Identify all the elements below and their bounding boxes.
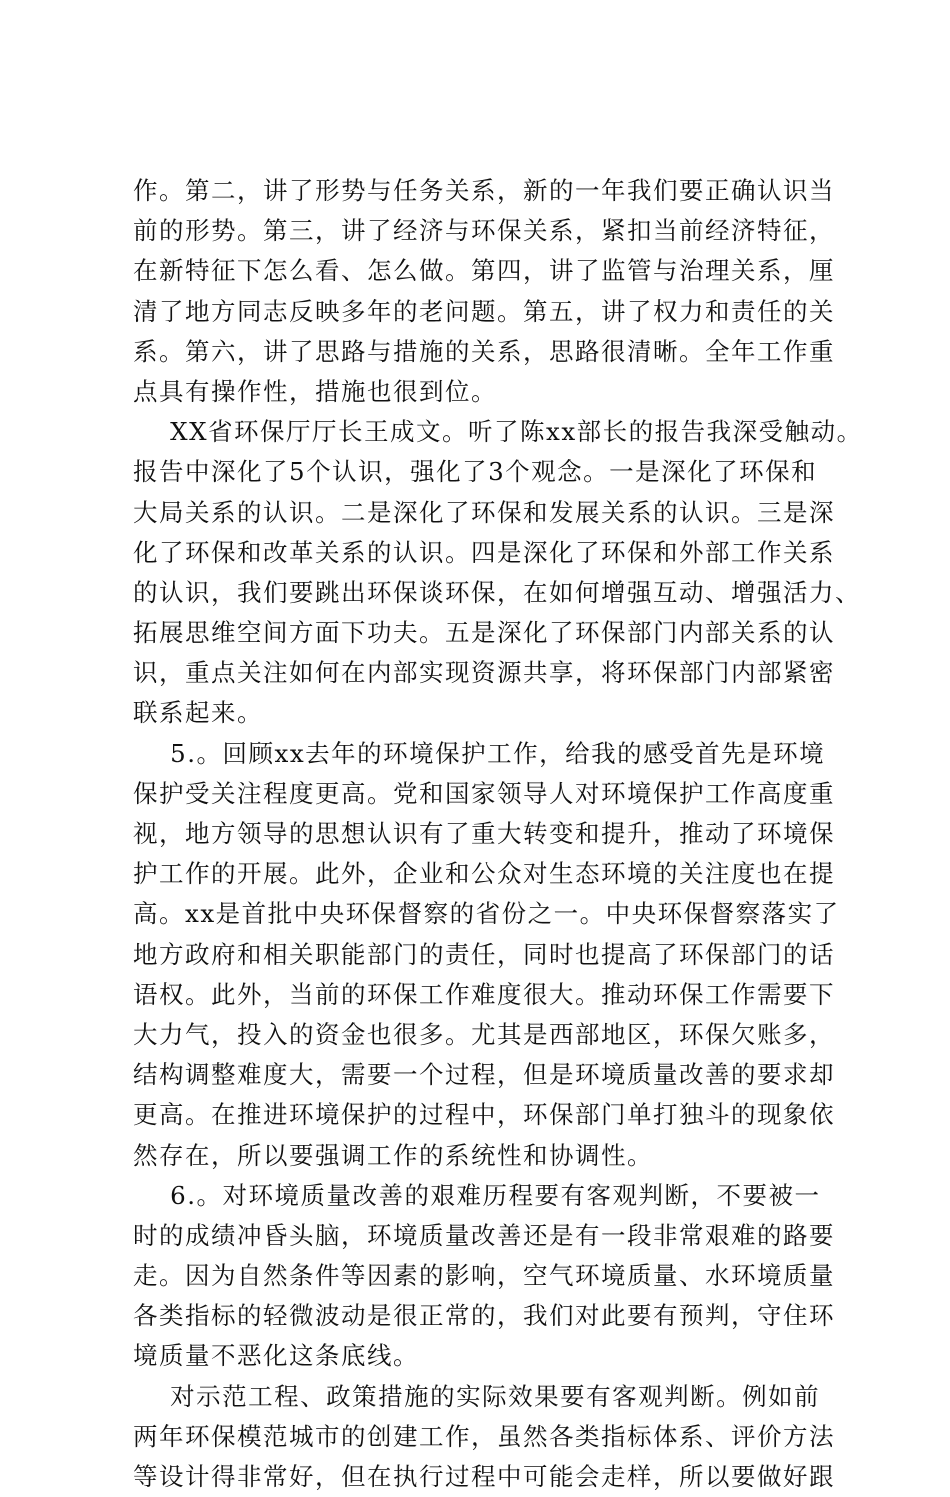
text-line: 前的形势。第三，讲了经济与环保关系，紧扣当前经济特征， (133, 216, 835, 246)
text-line: 的认识，我们要跳出环保谈环保，在如何增强互动、增强活力、 (133, 577, 861, 607)
text-line: 系。第六，讲了思路与措施的关系，思路很清晰。全年工作重 (133, 336, 835, 366)
text-line: 点具有操作性，措施也很到位。 (133, 376, 497, 406)
text-line: 等设计得非常好，但在执行过程中可能会走样，所以要做好跟 (133, 1462, 835, 1491)
text-line: 然存在，所以要强调工作的系统性和协调性。 (133, 1140, 653, 1170)
text-line: 报告中深化了5个认识，强化了3个观念。一是深化了环保和 (133, 457, 818, 487)
text-line: 识，重点关注如何在内部实现资源共享，将环保部门内部紧密 (133, 658, 835, 688)
text-line: 时的成绩冲昏头脑，环境质量改善还是有一段非常艰难的路要 (133, 1220, 835, 1250)
text-line: 结构调整难度大，需要一个过程，但是环境质量改善的要求却 (133, 1060, 835, 1090)
text-line: 视，地方领导的思想认识有了重大转变和提升，推动了环境保 (133, 819, 835, 848)
text-line: 语权。此外，当前的环保工作难度很大。推动环保工作需要下 (133, 979, 835, 1009)
text-line: XX省环保厅厅长王成文。听了陈xx部长的报告我深受触动。 (133, 417, 863, 447)
text-line: 对示范工程、政策措施的实际效果要有客观判断。例如前 (133, 1381, 821, 1411)
text-line: 联系起来。 (133, 698, 263, 728)
text-line: 化了环保和改革关系的认识。四是深化了环保和外部工作关系 (133, 537, 835, 567)
text-line: 在新特征下怎么看、怎么做。第四，讲了监管与治理关系，厘 (133, 256, 835, 286)
text-line: 6.。对环境质量改善的艰难历程要有客观判断，不要被一 (133, 1180, 821, 1210)
text-line: 保护受关注程度更高。党和国家领导人对环境保护工作高度重 (133, 778, 835, 808)
text-line: 大局关系的认识。二是深化了环保和发展关系的认识。三是深 (133, 497, 835, 527)
text-line: 各类指标的轻微波动是很正常的，我们对此要有预判，守住环 (133, 1301, 835, 1331)
text-line: 大力气，投入的资金也很多。尤其是西部地区，环保欠账多， (133, 1019, 835, 1049)
text-line: 拓展思维空间方面下功夫。五是深化了环保部门内部关系的认 (133, 618, 835, 648)
text-line: 护工作的开展。此外，企业和公众对生态环境的关注度也在提 (133, 859, 835, 889)
text-line: 清了地方同志反映多年的老问题。第五，讲了权力和责任的关 (133, 296, 835, 326)
text-line: 两年环保模范城市的创建工作，虽然各类指标体系、评价方法 (133, 1421, 835, 1451)
text-line: 境质量不恶化这条底线。 (133, 1341, 419, 1371)
text-line: 高。xx是首批中央环保督察的省份之一。中央环保督察落实了 (133, 899, 840, 929)
text-line: 更高。在推进环境保护的过程中，环保部门单打独斗的现象依 (133, 1100, 835, 1130)
text-line: 地方政府和相关职能部门的责任，同时也提高了环保部门的话 (133, 939, 835, 969)
text-line: 走。因为自然条件等因素的影响，空气环境质量、水环境质量 (133, 1261, 835, 1291)
text-line: 5.。回顾xx去年的环境保护工作，给我的感受首先是环境 (133, 738, 826, 768)
document-body (133, 171, 863, 1497)
text-line: 作。第二，讲了形势与任务关系，新的一年我们要正确认识当 (133, 176, 835, 205)
